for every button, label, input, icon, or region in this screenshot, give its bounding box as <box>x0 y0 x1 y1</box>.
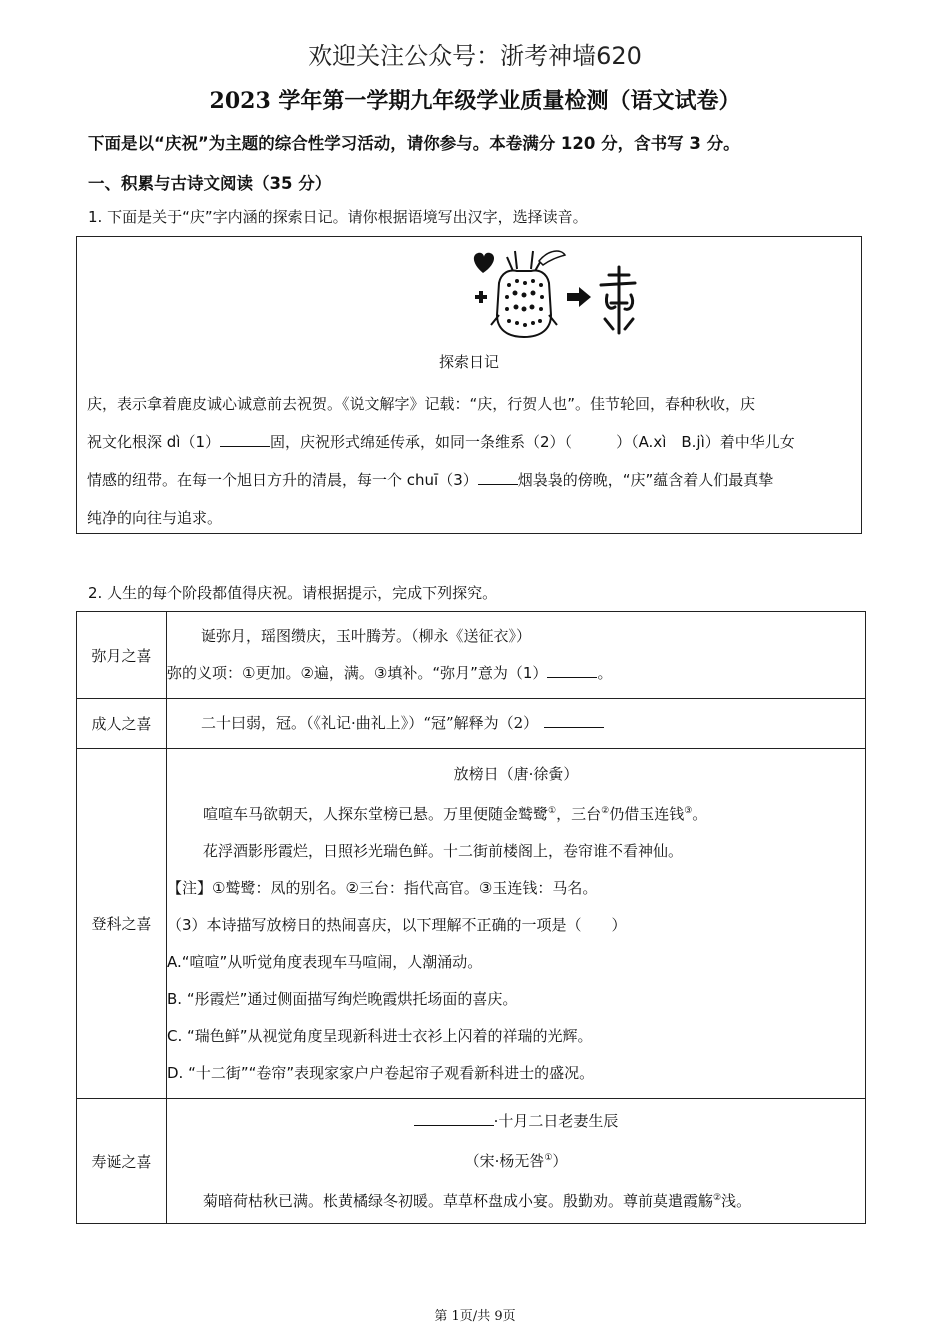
section-heading: 一、积累与古诗文阅读（35 分） <box>88 174 332 193</box>
note-marker-1: ① <box>548 805 557 816</box>
option-d[interactable]: D. “十二街”“卷帘”表现家家户户卷起帘子观看新科进士的盛况。 <box>167 1063 595 1082</box>
diary-line-4: 纯净的向往与追求。 <box>87 509 223 527</box>
row-label-dengke: 登科之喜 <box>77 749 167 1099</box>
blank-guan[interactable] <box>544 713 604 728</box>
shoudan-title: ·十月二日老妻生辰 <box>167 1103 865 1140</box>
q1-prompt: 1. 下面是关于“庆”字内涵的探索日记。请你根据语境写出汉字，选择读音。 <box>88 208 588 226</box>
poem-verse-2: 花浮酒影彤霞烂，日照衫光瑞色鲜。十二街前楼阁上，卷帘谁不看神仙。 <box>203 841 684 860</box>
diary-line-1: 庆，表示拿着鹿皮诚心诚意前去祝贺。《说文解字》记载：“庆，行贺人也”。佳节轮回，春种秋收，庆 <box>87 395 756 413</box>
note-marker-2: ② <box>601 805 610 816</box>
table-row <box>77 612 866 699</box>
diary-line-2: 祝文化根深 dì（1） 固，庆祝形式绵延传承，如同一条维系（2）（ ）（A.xì B.jì）着中华儿女 <box>87 433 795 451</box>
option-c[interactable]: C. “瑞色鲜”从视觉角度呈现新科进士衣衫上闪着的祥瑞的光辉。 <box>167 1026 593 1045</box>
watermark-header: 欢迎关注公众号：浙考神墙620 <box>308 42 642 70</box>
poem-verse-1: 喧喧车马欲朝天，人探东堂榜已悬。万里便随金鹫鹭①，三台②仍借玉连钱③。 <box>203 804 708 823</box>
poem-title: 放榜日（唐·徐夤） <box>453 764 579 783</box>
option-b[interactable]: B. “彤霞烂”通过侧面描写绚烂晚霞烘托场面的喜庆。 <box>167 989 518 1008</box>
dengke-question: （3）本诗描写放榜日的热闹喜庆，以下理解不正确的一项是（ ） <box>167 915 627 934</box>
row-label-shoudan: 寿诞之喜 <box>77 1099 167 1224</box>
diary-text <box>87 385 851 537</box>
poem-notes: 【注】①鹫鹭：凤的别名。②三台：指代高官。③玉连钱：马名。 <box>167 878 598 897</box>
table-row <box>77 699 866 749</box>
note-marker-3: ③ <box>684 805 693 816</box>
row-label-chengren: 成人之喜 <box>77 699 167 749</box>
miyue-line-2: 弥的义项：①更加。②遍，满。③填补。“弥月”意为（1） 。 <box>167 664 613 682</box>
table-row <box>77 749 866 1099</box>
table-row <box>77 1099 866 1224</box>
diary-line-3: 情感的纽带。在每一个旭日方升的清晨，每一个 chuī（3） 烟袅袅的傍晚，“庆”蕴含着人们最真挚 <box>87 471 774 489</box>
q1-diary-box <box>76 236 862 534</box>
chengren-line: 二十曰弱，冠。（《礼记·曲礼上》）“冠”解释为（2） <box>167 705 865 742</box>
row-label-miyue: 弥月之喜 <box>77 612 167 699</box>
page-footer: 第 1页/共 9页 <box>434 1309 516 1324</box>
exam-title: 2023 学年第一学期九年级学业质量检测（语文试卷） <box>209 88 741 114</box>
qing-glyph-illustration <box>469 245 639 341</box>
blank-miyue[interactable] <box>547 663 597 678</box>
blank-cipai[interactable] <box>414 1111 494 1126</box>
q2-prompt: 2. 人生的每个阶段都值得庆祝。请根据提示，完成下列探究。 <box>88 584 498 602</box>
blank-3[interactable] <box>478 470 518 485</box>
shoudan-verse: 菊暗荷枯秋已满。枨黄橘绿冬初暖。草草杯盘成小宴。殷勤劝。尊前莫遣霞觞②浅。 <box>203 1191 752 1210</box>
diary-title: 探索日记 <box>438 353 499 371</box>
q2-table <box>76 611 866 1224</box>
shoudan-author: （宋·杨无咎①） <box>464 1151 568 1170</box>
intro-text: 下面是以“庆祝”为主题的综合性学习活动，请你参与。本卷满分 120 分，含书写 3 分。 <box>88 134 740 153</box>
blank-1[interactable] <box>220 432 270 447</box>
option-a[interactable]: A.“喧喧”从听觉角度表现车马喧闹，人潮涌动。 <box>167 952 483 971</box>
miyue-line-1: 诞弥月，瑶图缵庆，玉叶腾芳。（柳永《送征衣》） <box>201 627 532 645</box>
